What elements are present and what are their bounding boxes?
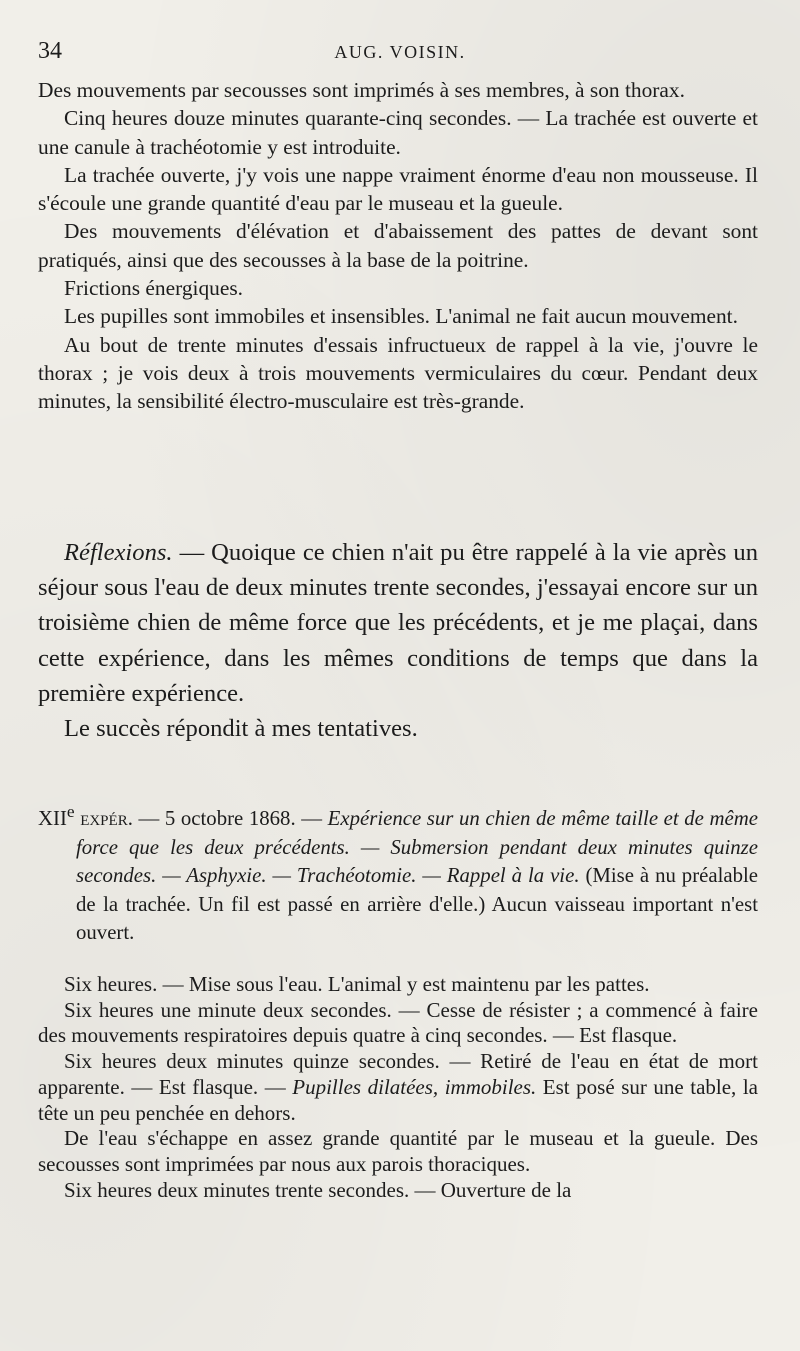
paragraph: Six heures deux minutes trente secondes. — Ouverture de la [64, 1177, 572, 1202]
paragraph: Au bout de trente minutes d'essais infructueux de rappel à la vie, j'ouvre le thorax ; je vois deux à trois mouvements vermiculaires du cœur. Pendant deux minutes, la sensibilité électro-musculaire est très-grande. [38, 332, 758, 414]
text-run-italic: Pupilles dilatées, immobiles. [292, 1074, 537, 1099]
paragraph: Six heures une minute deux secondes. — Cesse de résister ; a commencé à faire des mouvements respiratoires depuis quatre à cinq secondes. — Est flasque. [38, 997, 758, 1048]
paragraph: Des mouvements par secousses sont imprimés à ses membres, à son thorax. [38, 78, 685, 102]
paragraph: Frictions énergiques. [64, 276, 244, 301]
page-header [38, 38, 762, 68]
paragraph: Les pupilles sont immobiles et insensibles. L'animal ne fait aucun mouvement. [64, 304, 738, 329]
reflexions-label: Réflexions. [64, 539, 173, 566]
text-run: Six heures deux minutes quinze secondes. — Retiré de l'eau en état de mort apparente. — Est flasque. — [38, 1049, 758, 1099]
experiment-log [38, 972, 758, 1203]
experiment-heading [38, 798, 758, 948]
paragraph [38, 1049, 758, 1126]
text-run: Est posé sur une table, la tête un peu penchée en dehors. [38, 1074, 758, 1125]
paragraph: De l'eau s'échappe en assez grande quantité par le museau et la gueule. Des secousses sont imprimées par nous aux parois thoraciques. [38, 1126, 758, 1176]
experiment-heading-paragraph [38, 798, 758, 948]
experiment-note: (Mise à nu préalable de la trachée. Un fil est passé en arrière d'elle.) Aucun vaisseau important n'est ouvert. [76, 864, 759, 945]
paragraph: Le succès répondit à mes tentatives. [64, 715, 418, 743]
paragraph: Six heures. — Mise sous l'eau. L'animal y est maintenu par les pattes. [64, 972, 650, 996]
reflexions-text: — Quoique ce chien n'ait pu être rappelé à la vie après un séjour sous l'eau de deux minutes trente secondes, j'essayai encore sur un troisième chien de même force que les précédents, et je me plaçai, dans cette expérience, dans les mêmes conditions de temps que dans la première expérience. [38, 539, 758, 707]
experiment-date: — 5 octobre 1868. — [132, 806, 328, 830]
experiment-abbr: expér. [80, 806, 133, 830]
paragraph: Des mouvements d'élévation et d'abaissement des pattes de devant sont pratiqués, ainsi que des secousses à la base de la poitrine. [38, 219, 758, 272]
reflexions-paragraph [38, 535, 758, 711]
running-head: AUG. VOISIN. [334, 42, 466, 62]
experiment-title: Expérience sur un chien de même taille et de même force que les deux précédents. — Submersion pendant deux minutes quinze secondes. — Asphyxie. — Trachéotomie. — Rappel à la vie. [76, 806, 759, 888]
page-number: 34 [38, 38, 62, 64]
experiment-number-sup: e [66, 802, 75, 821]
paragraph: La trachée ouverte, j'y vois une nappe vraiment énorme d'eau non mousseuse. Il s'écoule une grande quantité d'eau par le museau et la gueule. [38, 162, 758, 216]
experiment-notes-continued [38, 76, 758, 416]
experiment-number: XII [38, 806, 67, 830]
paragraph: Cinq heures douze minutes quarante-cinq secondes. — La trachée est ouverte et une canule à trachéotomie y est introduite. [38, 106, 758, 159]
reflexions-section [38, 535, 758, 746]
